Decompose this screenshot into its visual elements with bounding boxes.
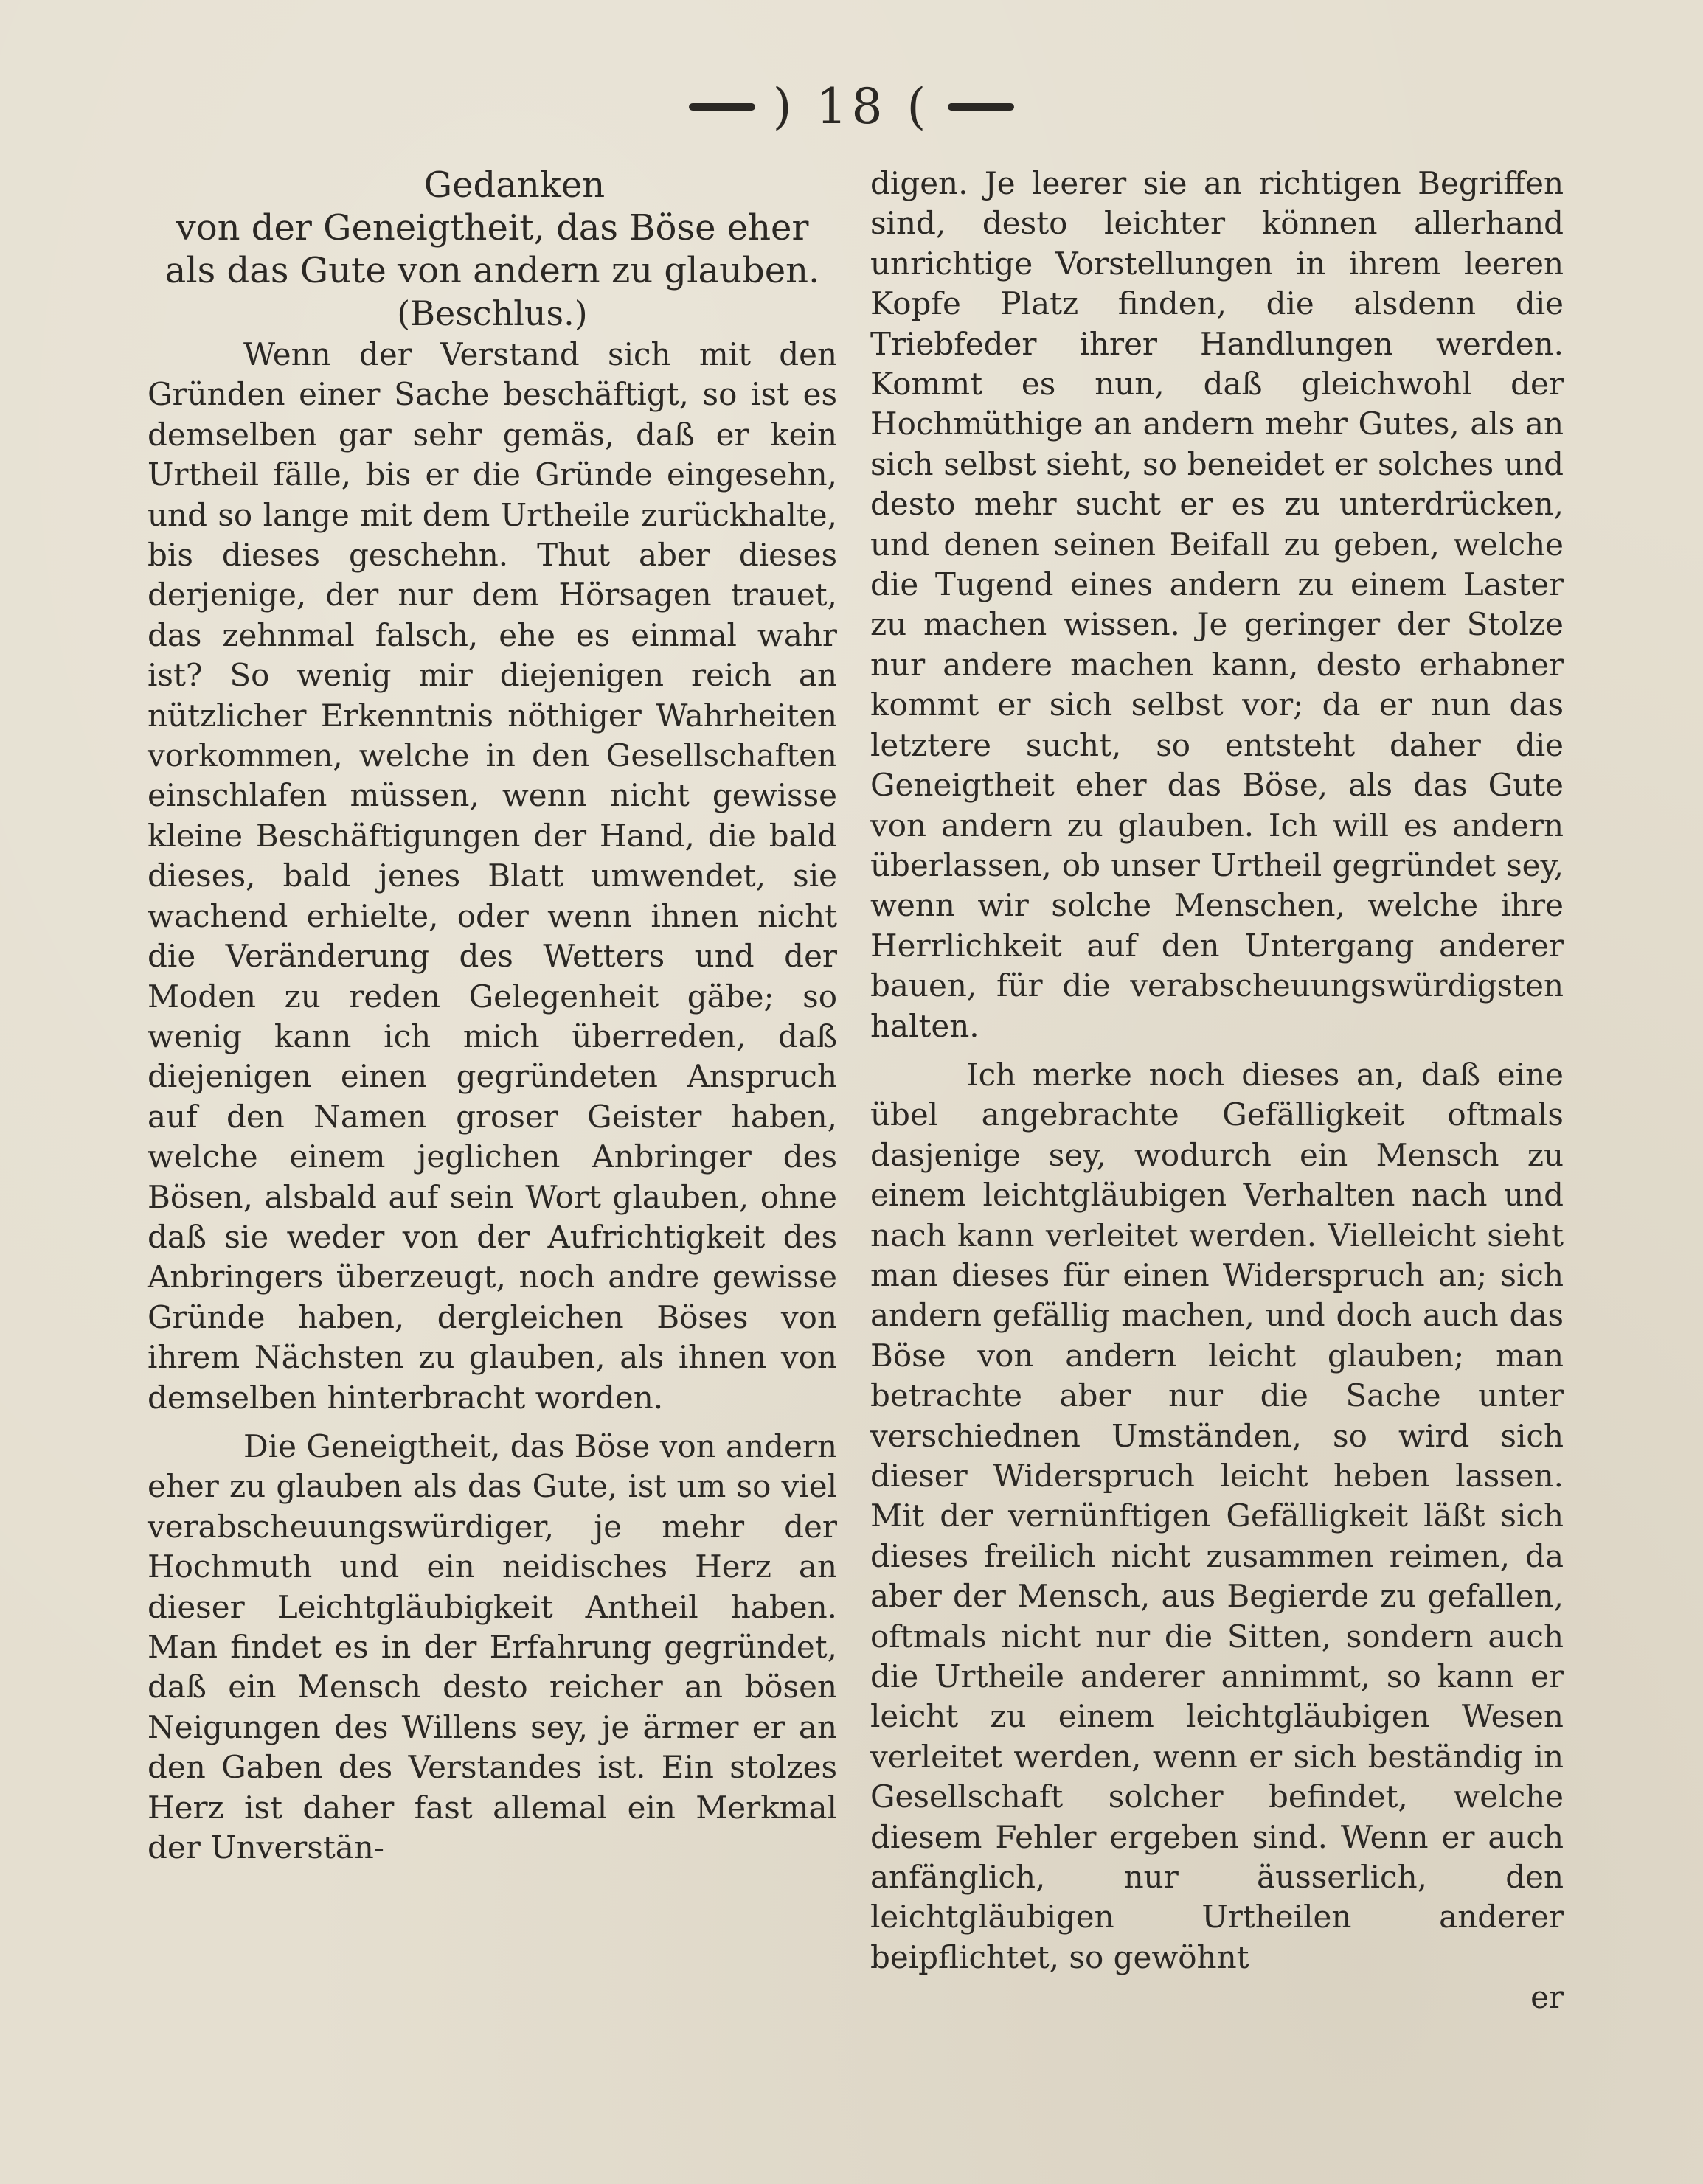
article-title-line3: als das Gute von andern zu glauben.: [164, 250, 820, 291]
article-subheading: (Beschlus.): [397, 293, 588, 333]
left-paragraph-2: Die Geneigtheit, das Böse von andern eher zu glauben als das Gute, ist um so viel verabscheuungswürdiger, je mehr der Hochmuth und ein neidisches Herz an dieser Leichtgläubigkeit Antheil haben. Man findet es in der Erfahrung gegründet, daß ein Mensch desto reicher an bösen Neigungen des Willens sey, je ärmer er an den Gaben des Verstandes ist. Ein stolzes Herz ist daher fast allemal ein Merkmal der Unverstän-: [148, 1427, 837, 1866]
article-title-line2: von der Geneigtheit, das Böse eher: [176, 207, 809, 248]
header-rule-left: [689, 103, 755, 111]
article-title-line1: Gedanken: [423, 164, 606, 206]
right-paragraph-1: digen. Je leerer sie an richtigen Begriffen sind, desto leichter können allerhand unrichtige Vorstellungen in ihrem leeren Kopfe Platz finden, die alsdenn die Triebfeder ihrer Handlungen werden. Kommt es nun, daß gleichwohl der Hochmüthige an andern mehr Gutes, als an sich selbst sieht, so beneidet er solches und desto mehr sucht er es zu unterdrücken, und denen seinen Beifall zu geben, welche die Tugend eines andern zu einem Laster zu machen wissen. Je geringer der Stolze nur andere machen kann, desto erhabner kommt er sich selbst vor; da er nun das letztere sucht, so entsteht daher die Geneigtheit eher das Böse, als das Gute von andern zu glauben. Ich will es andern überlassen, ob unser Urtheil gegründet sey, wenn wir solche Menschen, welche ihre Herrlichkeit auf den Untergang anderer bauen, für die verabscheuungswürdigsten halten.: [870, 165, 1564, 1044]
page-header: [0, 78, 1703, 135]
header-rule-right: [948, 103, 1014, 111]
left-paragraph-1: Wenn der Verstand sich mit den Gründen einer Sache beschäftigt, so ist es demselben gar sehr gemäs, daß er kein Urtheil fälle, bis er die Gründe eingesehn, und so lange mit dem Urtheile zurückhalte, bis dieses geschehn. Thut aber dieses derjenige, der nur dem Hörsagen trauet, das zehnmal falsch, ehe es einmal wahr ist? So wenig mir diejenigen reich an nützlicher Erkenntnis nöthiger Wahrheiten vorkommen, welche in den Gesellschaften einschlafen müssen, wenn nicht gewisse kleine Beschäftigungen der Hand, die bald dieses, bald jenes Blatt umwendet, sie wachend erhielte, oder wenn ihnen nicht die Veränderung des Wetters und der Moden zu reden Gelegenheit gäbe; so wenig kann ich mich überreden, daß diejenigen einen gegründeten Anspruch auf den Namen groser Geister haben, welche einem jeglichen Anbringer des Bösen, alsbald auf sein Wort glauben, ohne daß sie weder von der Aufrichtigkeit des Anbringers überzeugt, noch andre gewisse Gründe haben, dergleichen Böses von ihrem Nächsten zu glauben, als ihnen von demselben hinterbracht worden.: [148, 336, 837, 1416]
right-paragraph-2: Ich merke noch dieses an, daß eine übel angebrachte Gefälligkeit oftmals dasjenige sey, wodurch ein Mensch zu einem leichtgläubigen Verhalten nach und nach kann verleitet werden. Vielleicht sieht man dieses für einen Widerspruch an; sich andern gefällig machen, und doch auch das Böse von andern leicht glauben; man betrachte aber nur die Sache unter verschiednen Umständen, so wird sich dieser Widerspruch leicht heben lassen. Mit der vernünftigen Gefälligkeit läßt sich dieses freilich nicht zusammen reimen, da aber der Mensch, aus Begierde zu gefallen, oftmals nicht nur die Sitten, sondern auch die Urtheile anderer annimmt, so kann er leicht zu einem leichtgläubigen Wesen verleitet werden, wenn er sich beständig in Gesellschaft solcher befindet, welche diesem Fehler ergeben sind. Wenn er auch anfänglich, nur äusserlich, den leichtgläubigen Urtheilen anderer beipflichtet, so gewöhnt: [870, 1056, 1564, 1975]
page-number: ) 18 (: [772, 78, 931, 135]
catchword: er: [1530, 1979, 1564, 2016]
left-column: [148, 164, 837, 1868]
right-column: [870, 164, 1564, 2018]
